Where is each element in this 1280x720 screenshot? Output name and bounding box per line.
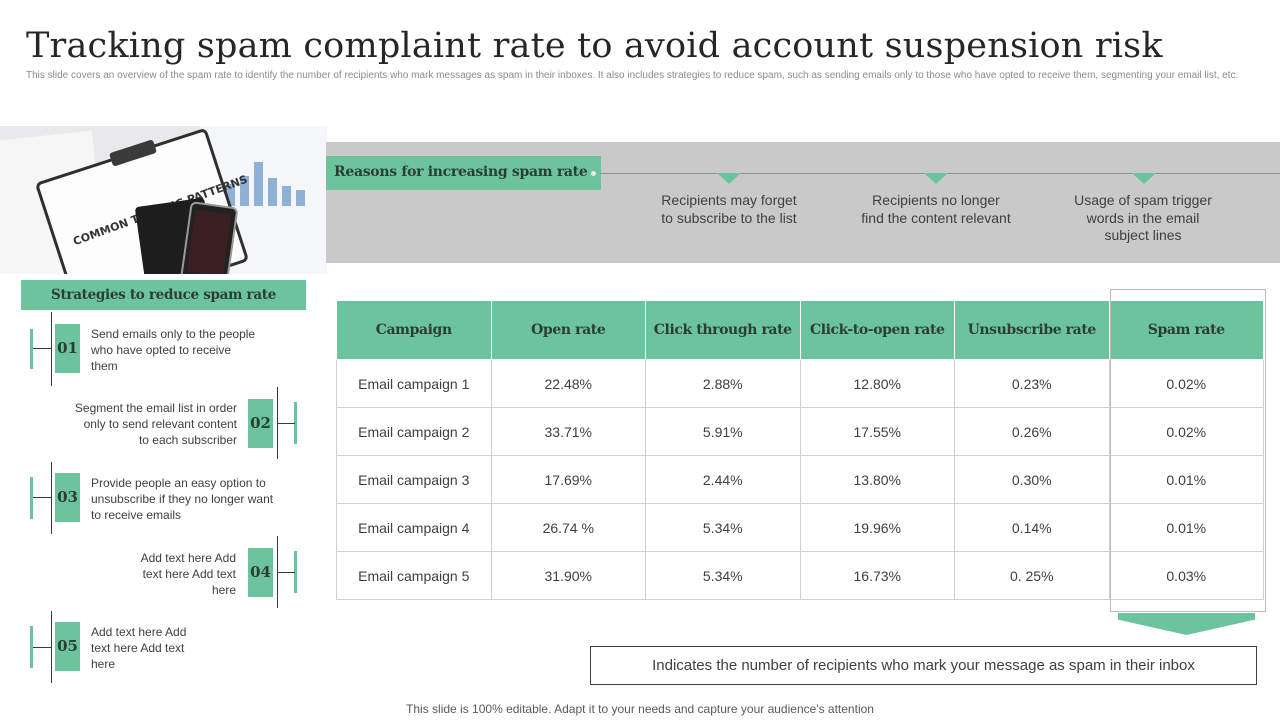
reason-marker — [1132, 173, 1156, 184]
strategy-connector — [51, 611, 52, 683]
page-title: Tracking spam complaint rate to avoid account suspension risk — [26, 26, 1163, 66]
table-cell: 0.01% — [1109, 504, 1264, 552]
strategy-branch — [33, 497, 51, 498]
strategy-branch — [33, 647, 51, 648]
photo-clipboard-text: COMMON PATTERNS — [71, 172, 250, 249]
table-cell: 5.34% — [646, 504, 801, 552]
photo-bar — [268, 178, 277, 206]
table-cell: Email campaign 4 — [337, 504, 492, 552]
table-row — [337, 552, 1264, 600]
strategy-text: Segment the email list in order only to send relevant content to each subscriber — [74, 401, 237, 447]
table-cell: Email campaign 3 — [337, 456, 492, 504]
column-header-unsubscribe-rate: Unsubscribe rate — [955, 301, 1110, 360]
header-photo — [0, 126, 327, 274]
reason-item: Recipients no longer find the content relevant — [861, 192, 1011, 226]
table-cell: 0.02% — [1109, 408, 1264, 456]
table-cell: 0.01% — [1109, 456, 1264, 504]
table-cell: 17.69% — [491, 456, 646, 504]
table-cell: 0. 25% — [955, 552, 1110, 600]
column-header-open-rate: Open rate — [491, 301, 646, 360]
reasons-dot — [591, 171, 596, 176]
table-cell: 19.96% — [800, 504, 955, 552]
reason-item: Usage of spam trigger words in the email subject lines — [1074, 192, 1212, 243]
strategy-text: Add text here Add text here Add text here — [140, 551, 236, 597]
table-row — [337, 504, 1264, 552]
strategy-number: 02 — [248, 399, 273, 448]
table-cell: 12.80% — [800, 360, 955, 408]
table-cell: 0.14% — [955, 504, 1110, 552]
reason-item: Recipients may forget to subscribe to the list — [661, 192, 797, 226]
table-row — [337, 360, 1264, 408]
table-cell: 22.48% — [491, 360, 646, 408]
strategy-tick — [30, 477, 33, 519]
column-header-spam-rate: Spam rate — [1109, 301, 1264, 360]
campaign-table — [336, 300, 1264, 600]
spam-rate-arrow — [1118, 613, 1255, 635]
strategies-heading: Strategies to reduce spam rate — [21, 280, 306, 310]
photo-bar — [296, 190, 305, 206]
strategy-number: 01 — [55, 324, 80, 373]
table-cell: 16.73% — [800, 552, 955, 600]
table-cell: Email campaign 2 — [337, 408, 492, 456]
table-cell: 26.74 % — [491, 504, 646, 552]
strategy-branch — [33, 348, 51, 349]
strategy-text: Send emails only to the people who have opted to receive them — [91, 327, 256, 373]
table-cell: 2.88% — [646, 360, 801, 408]
photo-phone-screen — [187, 210, 231, 274]
table-cell: 33.71% — [491, 408, 646, 456]
column-header-click-to-open-rate: Click-to-open rate — [800, 301, 955, 360]
table-cell: 2.44% — [646, 456, 801, 504]
table-cell: 0.03% — [1109, 552, 1264, 600]
strategy-number: 05 — [55, 622, 80, 671]
table-cell: 0.23% — [955, 360, 1110, 408]
table-cell: Email campaign 1 — [337, 360, 492, 408]
table-cell: 0.26% — [955, 408, 1110, 456]
strategy-number: 04 — [248, 548, 273, 597]
strategy-connector — [51, 312, 52, 386]
table-row — [337, 408, 1264, 456]
page-subtitle: This slide covers an overview of the spam rate to identify the number of recipients who mark messages as spam in their inboxes. It also includes strategies to reduce spam, such as sending emails only to those who have opted to receive them, segmenting your email list, etc. — [26, 70, 1239, 81]
table-cell: 5.34% — [646, 552, 801, 600]
reason-marker — [924, 173, 948, 184]
strategy-text: Add text here Add text here Add text here — [91, 625, 187, 671]
table-cell: 13.80% — [800, 456, 955, 504]
column-header-click-through-rate: Click through rate — [646, 301, 801, 360]
strategy-tick — [30, 329, 33, 369]
footer-text: This slide is 100% editable. Adapt it to your needs and capture your audience's attention — [406, 702, 874, 716]
strategy-connector — [51, 462, 52, 534]
photo-phone — [180, 201, 239, 274]
table-cell: 31.90% — [491, 552, 646, 600]
photo-bar — [282, 186, 291, 206]
strategy-text: Provide people an easy option to unsubscribe if they no longer want to receive emails — [91, 476, 274, 522]
table-cell: Email campaign 5 — [337, 552, 492, 600]
strategy-number: 03 — [55, 473, 80, 522]
reason-marker — [717, 173, 741, 184]
spam-rate-note: Indicates the number of recipients who mark your message as spam in their inbox — [590, 646, 1257, 685]
table-header-row — [337, 301, 1264, 360]
table-cell: 17.55% — [800, 408, 955, 456]
table-cell: 0.30% — [955, 456, 1110, 504]
strategy-branch — [277, 572, 295, 573]
table-row — [337, 456, 1264, 504]
table-cell: 5.91% — [646, 408, 801, 456]
photo-bar — [254, 162, 263, 206]
reasons-label: Reasons for increasing spam rate — [326, 156, 601, 190]
column-header-campaign: Campaign — [337, 301, 492, 360]
table-cell: 0.02% — [1109, 360, 1264, 408]
strategy-branch — [277, 423, 295, 424]
